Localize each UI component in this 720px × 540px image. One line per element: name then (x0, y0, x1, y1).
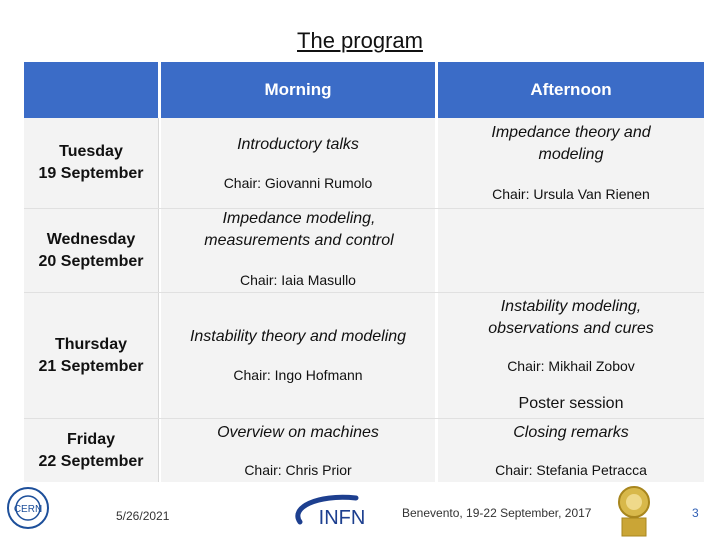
session-title: Instability theory and modeling (189, 328, 407, 345)
day-name: Friday (66, 430, 115, 448)
session-title: Instability modeling, observations and cures (488, 298, 654, 337)
session-chair: Chair: Stefania Petracca (495, 462, 647, 478)
day-friday (24, 419, 159, 482)
session-chair: Chair: Iaia Masullo (240, 272, 356, 288)
program-table (24, 62, 704, 482)
session-chair: Chair: Giovanni Rumolo (223, 175, 373, 191)
day-tuesday (24, 118, 159, 208)
seal-logo-icon (614, 484, 654, 538)
cern-logo-icon (6, 486, 50, 530)
day-date: 19 September (38, 165, 144, 182)
session-chair: Chair: Ingo Hofmann (233, 367, 363, 383)
infn-logo-text: INFN (318, 507, 366, 529)
day-date: 22 September (38, 452, 144, 470)
session-chair: Chair: Chris Prior (244, 462, 352, 478)
day-date: 21 September (38, 357, 144, 375)
day-wednesday (24, 209, 159, 292)
footer-date: 5/26/2021 (116, 509, 170, 523)
session-chair: Chair: Mikhail Zobov (507, 358, 635, 374)
cern-logo-text: CERN (13, 504, 43, 515)
slide-title: The program (297, 28, 423, 53)
day-name: Thursday (54, 335, 127, 353)
poster-session: Poster session (518, 395, 624, 412)
footer-location: Benevento, 19-22 September, 2017 (402, 506, 592, 520)
infn-logo-icon (286, 490, 382, 536)
session-title: Closing remarks (513, 424, 629, 441)
day-thursday (24, 293, 159, 418)
session-title: Introductory talks (237, 136, 359, 153)
session-title: Overview on machines (217, 424, 379, 441)
header-corner (24, 62, 158, 118)
page-number: 3 (692, 506, 699, 520)
session-chair: Chair: Ursula Van Rienen (492, 186, 650, 202)
session-title: Impedance theory and modeling (491, 124, 651, 163)
header-morning: Morning (161, 62, 435, 118)
session-title: Impedance modeling, measurements and control (204, 210, 394, 249)
day-name: Tuesday (59, 143, 123, 160)
header-afternoon: Afternoon (438, 62, 704, 118)
day-date: 20 September (38, 252, 144, 270)
day-name: Wednesday (46, 230, 136, 248)
